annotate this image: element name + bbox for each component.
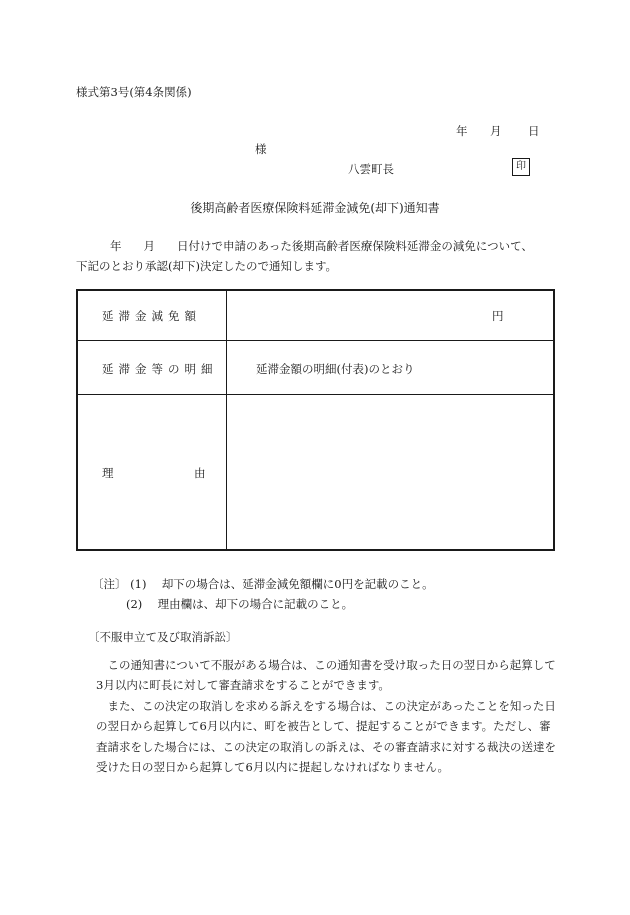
label-details: 延滞金等の明細 — [102, 362, 218, 376]
appeal-paragraph-2: また、この決定の取消しを求める訴えをする場合は、この決定があったことを知った日の翌日から起算して6月以内に、町を被告として、提起することができます。ただし、審査請求をした場合には、この決定の取消しの訴えは、その審査請求に対する裁決の送達を受けた日の翌日から起算して6月以内に提起しなければなりません。 — [96, 699, 556, 775]
issue-date — [456, 123, 540, 139]
notes — [92, 574, 434, 614]
note-number: (2) — [126, 597, 143, 611]
note-item-2 — [92, 594, 434, 614]
date-year: 年 — [456, 124, 468, 138]
table-row-exemption-amount — [78, 291, 553, 341]
date-month: 月 — [490, 124, 502, 138]
label-reason-char2: 由 — [194, 466, 211, 480]
decision-table — [76, 289, 555, 551]
label-reason-char1: 理 — [102, 466, 119, 480]
body-month: 月 — [143, 239, 155, 253]
appeal-paragraph-1: この通知書について不服がある場合は、この通知書を受け取った日の翌日から起算して3月以内に町長に対して審査請求をすることができます。 — [96, 658, 556, 693]
notice-body — [76, 236, 556, 276]
note-item-1 — [92, 574, 434, 594]
date-day: 日 — [528, 124, 540, 138]
seal-stamp: 印 — [512, 158, 530, 176]
appeal-heading: 〔不服申立て及び取消訴訟〕 — [88, 630, 238, 644]
form-number: 様式第3号(第4条関係) — [76, 85, 192, 99]
value-details: 延滞金額の明細(付表)のとおり — [256, 362, 415, 376]
recipient-suffix: 様 — [255, 142, 267, 156]
notes-prefix: 〔注〕 — [92, 577, 127, 591]
label-exemption-amount: 延滞金減免額 — [102, 309, 201, 323]
document-title: 後期高齢者医療保険料延滞金減免(却下)通知書 — [190, 201, 440, 215]
note-text: 却下の場合は、延滞金減免額欄に0円を記載のこと。 — [161, 577, 434, 591]
issuer-name: 八雲町長 — [348, 162, 394, 176]
body-text-line1: 日付けで申請のあった後期高齢者医療保険料延滞金の減免について、 — [177, 239, 533, 253]
body-text-line2: 下記のとおり承認(却下)決定したので通知します。 — [76, 259, 338, 273]
note-text: 理由欄は、却下の場合に記載のこと。 — [157, 597, 354, 611]
value-exemption-amount: 円 — [492, 309, 504, 323]
note-number: (1) — [130, 577, 147, 591]
body-year: 年 — [110, 239, 122, 253]
table-row-reason — [78, 394, 553, 551]
table-row-details — [78, 340, 553, 395]
